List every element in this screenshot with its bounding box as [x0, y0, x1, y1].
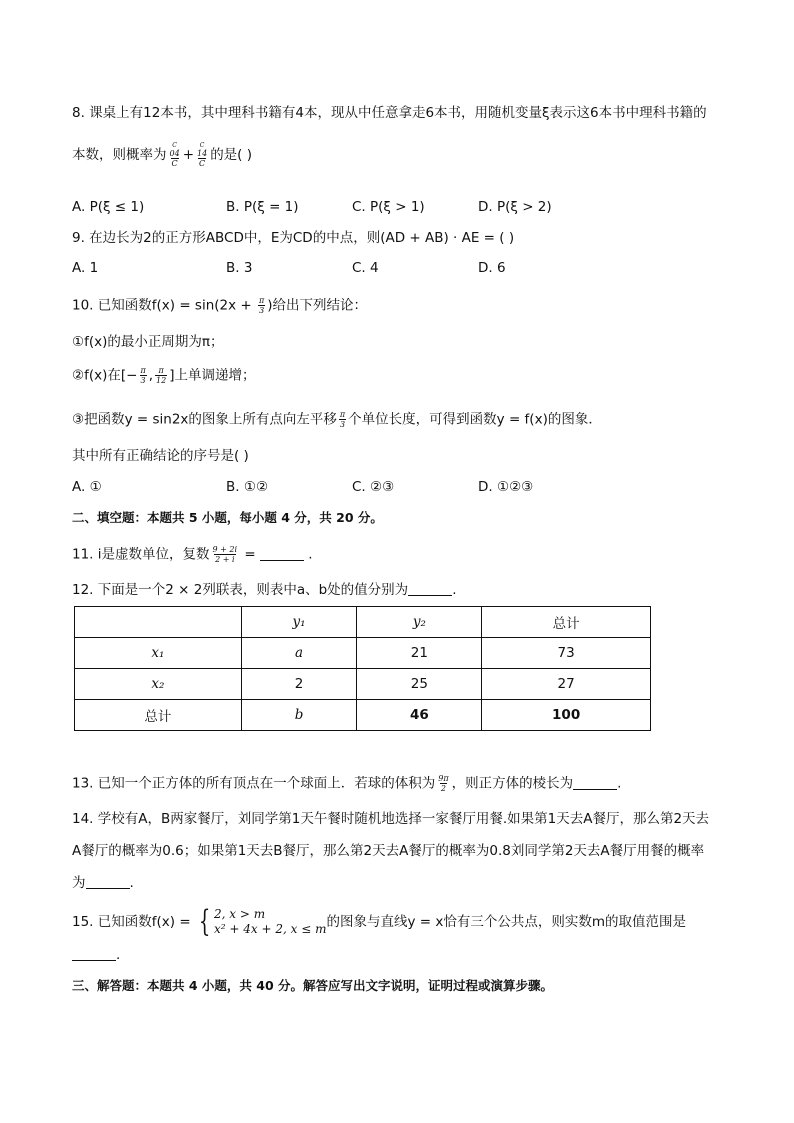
q8-frac1-top: C [172, 142, 177, 149]
table-header-row [75, 607, 651, 638]
section-2-heading: 二、填空题：本题共 5 小题，每小题 4 分，共 20 分。 [72, 510, 383, 525]
q15-brace: { [198, 904, 211, 939]
q15-line2 [72, 946, 120, 964]
q15-answer-blank [72, 946, 116, 961]
q11-a: 11. i是虚数单位，复数 [72, 546, 210, 563]
q8-option-d: D. P(ξ > 2) [478, 199, 552, 215]
q15-case-2: x² + 4x + 2, x ≤ m [214, 922, 327, 936]
q10-conclusion-1: ①f(x)的最小正周期为π； [72, 334, 224, 350]
q15-piecewise [195, 904, 327, 939]
table-cell: 73 [482, 638, 651, 669]
q10-c2-b: ]上单调递增； [169, 367, 256, 384]
q10-conclusion-3 [72, 410, 602, 429]
q13-a: 13. 已知一个正方体的所有顶点在一个球面上．若球的体积为 [72, 775, 436, 792]
q13-frac-num: 9π [438, 774, 449, 783]
q11-fraction [212, 545, 239, 564]
q10-c3-frac-num: π [339, 410, 346, 419]
q10-option-a: A. ① [72, 479, 102, 495]
q10-option-d: D. ①②③ [478, 479, 534, 495]
q10-stem-frac-den: 3 [259, 306, 265, 315]
table-cell: 25 [357, 669, 482, 700]
q11-answer-blank [260, 546, 304, 561]
table-cell: x₁ [75, 638, 242, 669]
q10-c3-a: ③把函数y = sin2x的图象上所有点向左平移 [72, 411, 337, 428]
q8-line1: 8. 课桌上有12本书，其中理科书籍有4本，现从中任意拿走6本书，用随机变量ξ表示这6本书中理科书籍的 [72, 105, 707, 121]
q8-frac2-top: C [199, 142, 205, 149]
q14-line3-a: 为 [72, 875, 86, 891]
table-row [75, 638, 651, 669]
q9-option-c: C. 4 [352, 260, 379, 276]
table-row [75, 669, 651, 700]
q12-answer-blank [408, 581, 452, 596]
table-cell: 总计 [75, 700, 242, 731]
q10-c3-fraction [339, 410, 346, 429]
q12-text: 12. 下面是一个2 × 2列联表，则表中a、b处的值分别为 [72, 582, 409, 598]
q8-plus: + [182, 147, 194, 163]
q8-frac1-mid: 04 [169, 149, 180, 158]
q8-frac2-den: C [199, 159, 206, 168]
q11-equals: = [240, 546, 260, 563]
q11-frac-num: 9 + 2i [212, 545, 238, 554]
q10-c2-f1-num: π [140, 366, 146, 375]
q15-case-1: 2, x > m [214, 907, 266, 921]
q10-c2-a: ②f(x)在[− [72, 367, 138, 384]
q10-conclusion-2 [72, 366, 256, 385]
q8-fraction-1 [169, 142, 181, 168]
q9-option-b: B. 3 [226, 260, 253, 276]
q15-b: 的图象与直线y = x恰有三个公共点，则实数m的取值范围是 [326, 914, 687, 930]
q10-c3-frac-den: 3 [339, 420, 346, 429]
q11-frac-den: 2 + i [215, 555, 235, 564]
q13-answer-blank [573, 775, 617, 790]
q10-c2-comma: , [148, 367, 154, 384]
q10-c2-fraction-1 [139, 366, 146, 385]
table-header-cell: 总计 [482, 607, 651, 638]
q9-option-d: D. 6 [478, 260, 506, 276]
q13-c: . [617, 775, 622, 792]
q15-a: 15. 已知函数f(x) = [72, 914, 195, 930]
q10-stem-frac-num: π [259, 296, 265, 305]
q10-c2-f1-den: 3 [140, 376, 146, 385]
table-cell: x₂ [75, 669, 242, 700]
q12-stem [72, 581, 456, 599]
q10-c2-fraction-2 [155, 366, 167, 385]
q10-stem-a: 10. 已知函数f(x) = sin(2x + [72, 297, 257, 314]
q8-option-b: B. P(ξ = 1) [226, 199, 299, 215]
table-header-cell: y₁ [241, 607, 357, 638]
q8-option-a: A. P(ξ ≤ 1) [72, 199, 145, 215]
q11-c: . [303, 546, 313, 563]
q13-stem [72, 774, 621, 793]
q10-c2-f2-num: π [158, 366, 164, 375]
q8-fraction-2 [196, 142, 208, 168]
q14-line1: 14. 学校有A，B两家餐厅，刘同学第1天午餐时随机地选择一家餐厅用餐.如果第1天去A餐厅，那么第2天去 [72, 811, 710, 827]
table-cell: 21 [357, 638, 482, 669]
table-row [75, 700, 651, 731]
q9-stem: 9. 在边长为2的正方形ABCD中，E为CD的中点，则(AD + AB) · AE = ( ) [72, 230, 515, 246]
table-cell: b [241, 700, 357, 731]
q8-option-c: C. P(ξ > 1) [352, 199, 425, 215]
q10-stem-b: )给出下列结论： [267, 297, 368, 314]
q8-line2-tail: 的是( ) [210, 147, 253, 163]
section-3-heading: 三、解答题：本题共 4 小题，共 40 分。解答应写出文字说明，证明过程或演算步骤。 [72, 978, 554, 993]
table-header-cell: y₂ [357, 607, 482, 638]
q15-line2-end: . [116, 947, 121, 963]
q10-stem-fraction [258, 296, 265, 315]
q10-option-b: B. ①② [226, 479, 269, 495]
q10-ask: 其中所有正确结论的序号是( ) [72, 448, 249, 464]
table-cell: 27 [482, 669, 651, 700]
q14-line2: A餐厅的概率为0.6；如果第1天去B餐厅，那么第2天去A餐厅的概率为0.8刘同学第2天去A餐厅用餐的概率 [72, 843, 705, 859]
q14-answer-blank [86, 874, 130, 889]
table-cell: 46 [357, 700, 482, 731]
q14-line3 [72, 874, 134, 892]
q14-line3-b: . [129, 875, 134, 891]
q13-fraction [437, 774, 449, 793]
q8-line2-text: 本数，则概率为 [72, 147, 167, 163]
q8-frac2-mid: 14 [197, 149, 208, 158]
q11-stem [72, 545, 313, 564]
q10-c3-b: 个单位长度，可得到函数y = f(x)的图象． [348, 411, 602, 428]
q15-stem [72, 904, 687, 939]
q13-b: ，则正方体的棱长为 [451, 775, 574, 792]
q10-c2-f2-den: 12 [156, 376, 167, 385]
table-cell: a [241, 638, 357, 669]
table-header-cell [75, 607, 242, 638]
q13-frac-den: 2 [440, 784, 446, 793]
contingency-table [74, 606, 651, 731]
table-cell: 2 [241, 669, 357, 700]
q10-stem [72, 296, 367, 315]
q12-text-end: . [452, 582, 457, 598]
table-cell: 100 [482, 700, 651, 731]
q9-option-a: A. 1 [72, 260, 99, 276]
q10-option-c: C. ②③ [352, 479, 395, 495]
q8-line2 [72, 142, 252, 168]
q8-frac1-den: C [171, 159, 178, 168]
